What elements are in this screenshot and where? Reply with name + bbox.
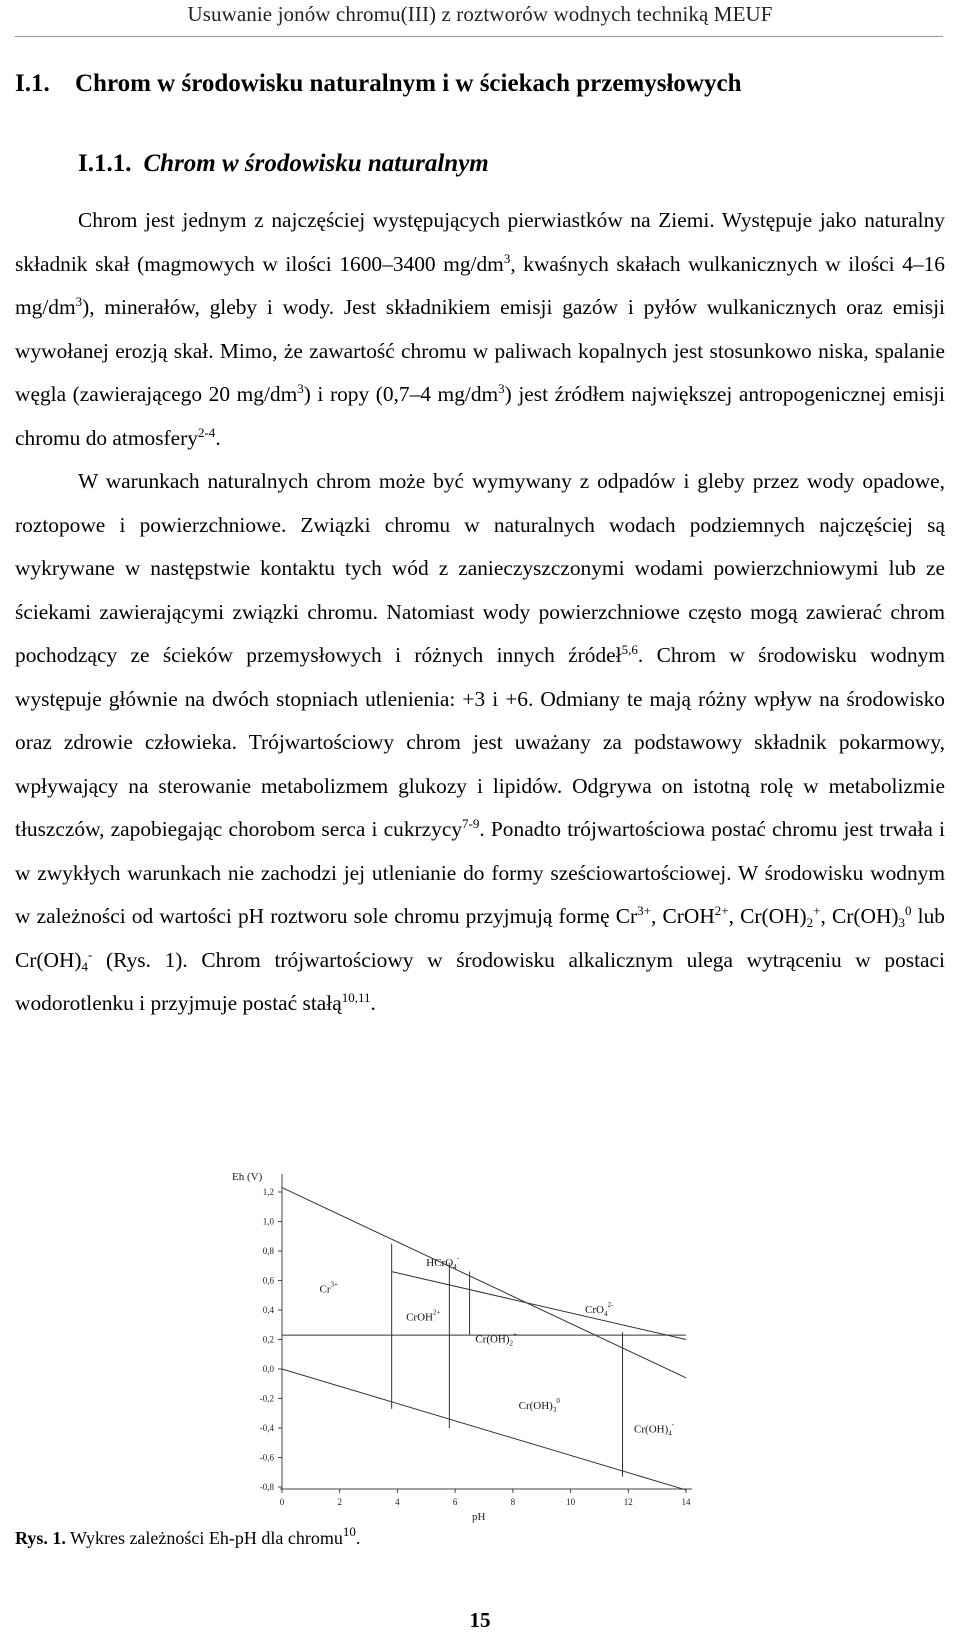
- p1-sup-2: 3: [75, 294, 83, 309]
- subsection-number: I.1.1.: [78, 150, 132, 177]
- region-label: [475, 1330, 517, 1347]
- p2-text-7: lub Cr(OH): [15, 904, 946, 972]
- subsection-title: Chrom w środowisku naturalnym: [143, 150, 489, 177]
- region-label-sup: -: [456, 1253, 460, 1262]
- p1-text-2: , kwaśnych skałach wulkanicznych w ilości 4–16 mg/dm: [15, 251, 945, 319]
- boundary-line: [282, 1369, 686, 1490]
- p2-sup-1: 5,6: [621, 642, 638, 657]
- figure-caption: [15, 1524, 361, 1549]
- p2-text-6: , Cr(OH): [820, 904, 899, 928]
- y-tick-label: 0,2: [262, 1334, 274, 1345]
- region-label-sup: 2-: [607, 1300, 614, 1309]
- region-label-sub: 4: [668, 1429, 672, 1438]
- region-label-base: Cr(OH): [634, 1423, 669, 1436]
- region-label-base: Cr(OH): [475, 1333, 510, 1346]
- p2-text-1: W warunkach naturalnych chrom może być wymywany z odpadów i gleby przez wody opadowe, roztopowe i powierzchniowe. Związki chromu w naturalnych wodach podziemnych najczęściej są wykrywane w następstwie kontaktu tych wód z zanieczyszczonymi wodami powierzchniowymi lub ze ściekami zawierającymi związki chromu. Natomiast wody powierzchniowe często mogą zawierać chrom pochodzący ze ścieków przemysłowych i różnych innych źródeł: [15, 469, 945, 667]
- p1-text-1: Chrom jest jednym z najczęściej występujących pierwiastków na Ziemi. Występuje jako naturalny składnik skał (magmowych w ilości 1600–3400 mg/dm: [15, 208, 945, 276]
- region-label: [426, 1254, 459, 1271]
- p2-sup-5: +: [813, 903, 821, 918]
- region-label-sup: 2+: [432, 1308, 441, 1317]
- region-label-sub: 2: [509, 1339, 514, 1348]
- running-header: Usuwanie jonów chromu(III) z roztworów wodnych techniką MEUF: [187, 2, 773, 26]
- p2-sup-6: 0: [905, 903, 912, 918]
- p2-text-4: , CrOH: [651, 904, 715, 928]
- x-tick-label: 10: [566, 1497, 576, 1507]
- eh-ph-chart: [220, 1168, 740, 1523]
- region-label: [320, 1280, 339, 1295]
- p2-text-5: , Cr(OH): [728, 904, 807, 928]
- p2-text-2: . Chrom w środowisku wodnym występuje głównie na dwóch stopniach utlenienia: +3 i +6. Odmiany te mają różny wpływ na środowisko oraz zdrowie człowieka. Trójwartościowy chrom jest uważany za podstawowy składnik pokarmowy, wpływający na sterowanie metabolizmem glukozy i lipidów. Odgrywa on istotną rolę w metabolizmie tłuszczów, zapobiegając chorobom serca i cukrzycy: [15, 643, 945, 841]
- x-tick-label: 12: [623, 1497, 633, 1507]
- y-tick-label: 0,4: [262, 1305, 274, 1315]
- p2-text-9: .: [370, 991, 376, 1015]
- caption-label: Rys. 1.: [15, 1528, 66, 1548]
- caption-end: .: [355, 1528, 361, 1548]
- p2-sub-5: 2: [806, 915, 814, 930]
- x-tick-label: 8: [510, 1497, 516, 1507]
- p1-sup-1: 3: [503, 250, 511, 266]
- region-label-sup: 3+: [330, 1280, 338, 1289]
- y-axis-label: Eh (V): [232, 1171, 263, 1183]
- p2-sup-2: 7-9: [462, 816, 480, 831]
- subsection-heading: [78, 150, 489, 178]
- x-tick-label: 0: [279, 1497, 285, 1507]
- y-tick-label: 0,6: [262, 1275, 274, 1286]
- boundary-line: [392, 1272, 686, 1340]
- y-tick-label: 1,2: [262, 1187, 274, 1197]
- y-tick-label: -0,4: [259, 1423, 274, 1433]
- p1-sup-5: 2-4: [197, 424, 216, 440]
- x-tick-label: 2: [337, 1497, 342, 1507]
- p1-sup-3: 3: [297, 381, 304, 396]
- region-label-base: Cr(OH): [518, 1399, 553, 1412]
- x-tick-label: 14: [681, 1497, 691, 1507]
- p2-sup-3: 3+: [637, 903, 651, 918]
- caption-text: Wykres zależności Eh-pH dla chromu: [65, 1528, 343, 1548]
- region-label-sub: 3: [552, 1405, 557, 1414]
- caption-sup: 10: [342, 1524, 356, 1539]
- y-tick-label: 1,0: [262, 1216, 274, 1227]
- p2-sup-7: -: [88, 946, 93, 962]
- y-tick-label: -0,2: [259, 1393, 274, 1404]
- section-heading: [15, 70, 741, 98]
- page-number: 15: [469, 1608, 491, 1632]
- region-label-sup: -: [671, 1420, 675, 1429]
- region-label-base: CrO: [585, 1303, 604, 1316]
- x-tick-label: 6: [452, 1497, 458, 1507]
- region-label-base: CrOH: [406, 1311, 433, 1324]
- region-label-sup: 0: [556, 1396, 560, 1405]
- p1-sup-4: 3: [498, 381, 505, 396]
- section-title: Chrom w środowisku naturalnym i w ściekach przemysłowych: [75, 70, 742, 97]
- region-label-base: Cr: [319, 1283, 331, 1296]
- p2-sub-6: 3: [898, 915, 906, 930]
- y-tick-label: 0,0: [262, 1364, 274, 1374]
- p1-text-3: ), minerałów, gleby i wody. Jest składnikiem emisji gazów i pyłów wulkanicznych oraz emisji wywołanej erozją skał. Mimo, że zawartość chromu w paliwach kopalnych jest stosunkowo niska, spalanie węgla (zawierającego 20 mg/dm: [15, 295, 945, 406]
- y-tick-label: -0,8: [259, 1482, 274, 1492]
- y-tick-label: -0,6: [259, 1452, 274, 1463]
- region-label: [634, 1420, 675, 1437]
- region-label: [519, 1397, 561, 1414]
- p2-sup-8: 10,11: [341, 990, 371, 1005]
- section-number: I.1.: [15, 70, 50, 97]
- p2-text-3: . Ponadto trójwartościowa postać chromu jest trwała i w zwykłych warunkach nie zachodzi jej utlenianie do formy sześciowartościowej. W środowisku wodnym w zależności od wartości pH roztworu sole chromu przyjmują formę Cr: [15, 817, 945, 928]
- body-text: [15, 199, 945, 1026]
- boundary-line: [282, 1188, 686, 1378]
- p2-sup-4: 2+: [714, 903, 729, 918]
- x-tick-label: 4: [395, 1497, 400, 1507]
- region-label: [585, 1301, 614, 1318]
- region-label-base: HCrO: [426, 1256, 454, 1269]
- p2-sub-7: 4: [81, 958, 89, 974]
- paragraph-2: [15, 460, 945, 1026]
- region-label-sub: 4: [453, 1262, 457, 1271]
- y-tick-label: 0,8: [262, 1246, 274, 1256]
- region-label: [406, 1308, 440, 1323]
- eh-ph-figure: [220, 1168, 740, 1523]
- region-label-sup: +: [513, 1330, 518, 1339]
- p1-text-6: .: [215, 425, 221, 450]
- paragraph-1: [15, 199, 945, 460]
- p1-text-5: ) jest źródłem największej antropogenicznej emisji chromu do atmosfery: [15, 382, 945, 450]
- header-rule: [15, 36, 943, 37]
- x-axis-label: pH: [472, 1511, 486, 1523]
- p2-text-8: (Rys. 1). Chrom trójwartościowy w środowisku alkalicznym ulega wytrąceniu w postaci wodorotlenku i przyjmuje postać stałą: [15, 947, 945, 1015]
- region-label-sub: 4: [603, 1309, 608, 1318]
- p1-text-4: ) i ropy (0,7–4 mg/dm: [303, 382, 499, 406]
